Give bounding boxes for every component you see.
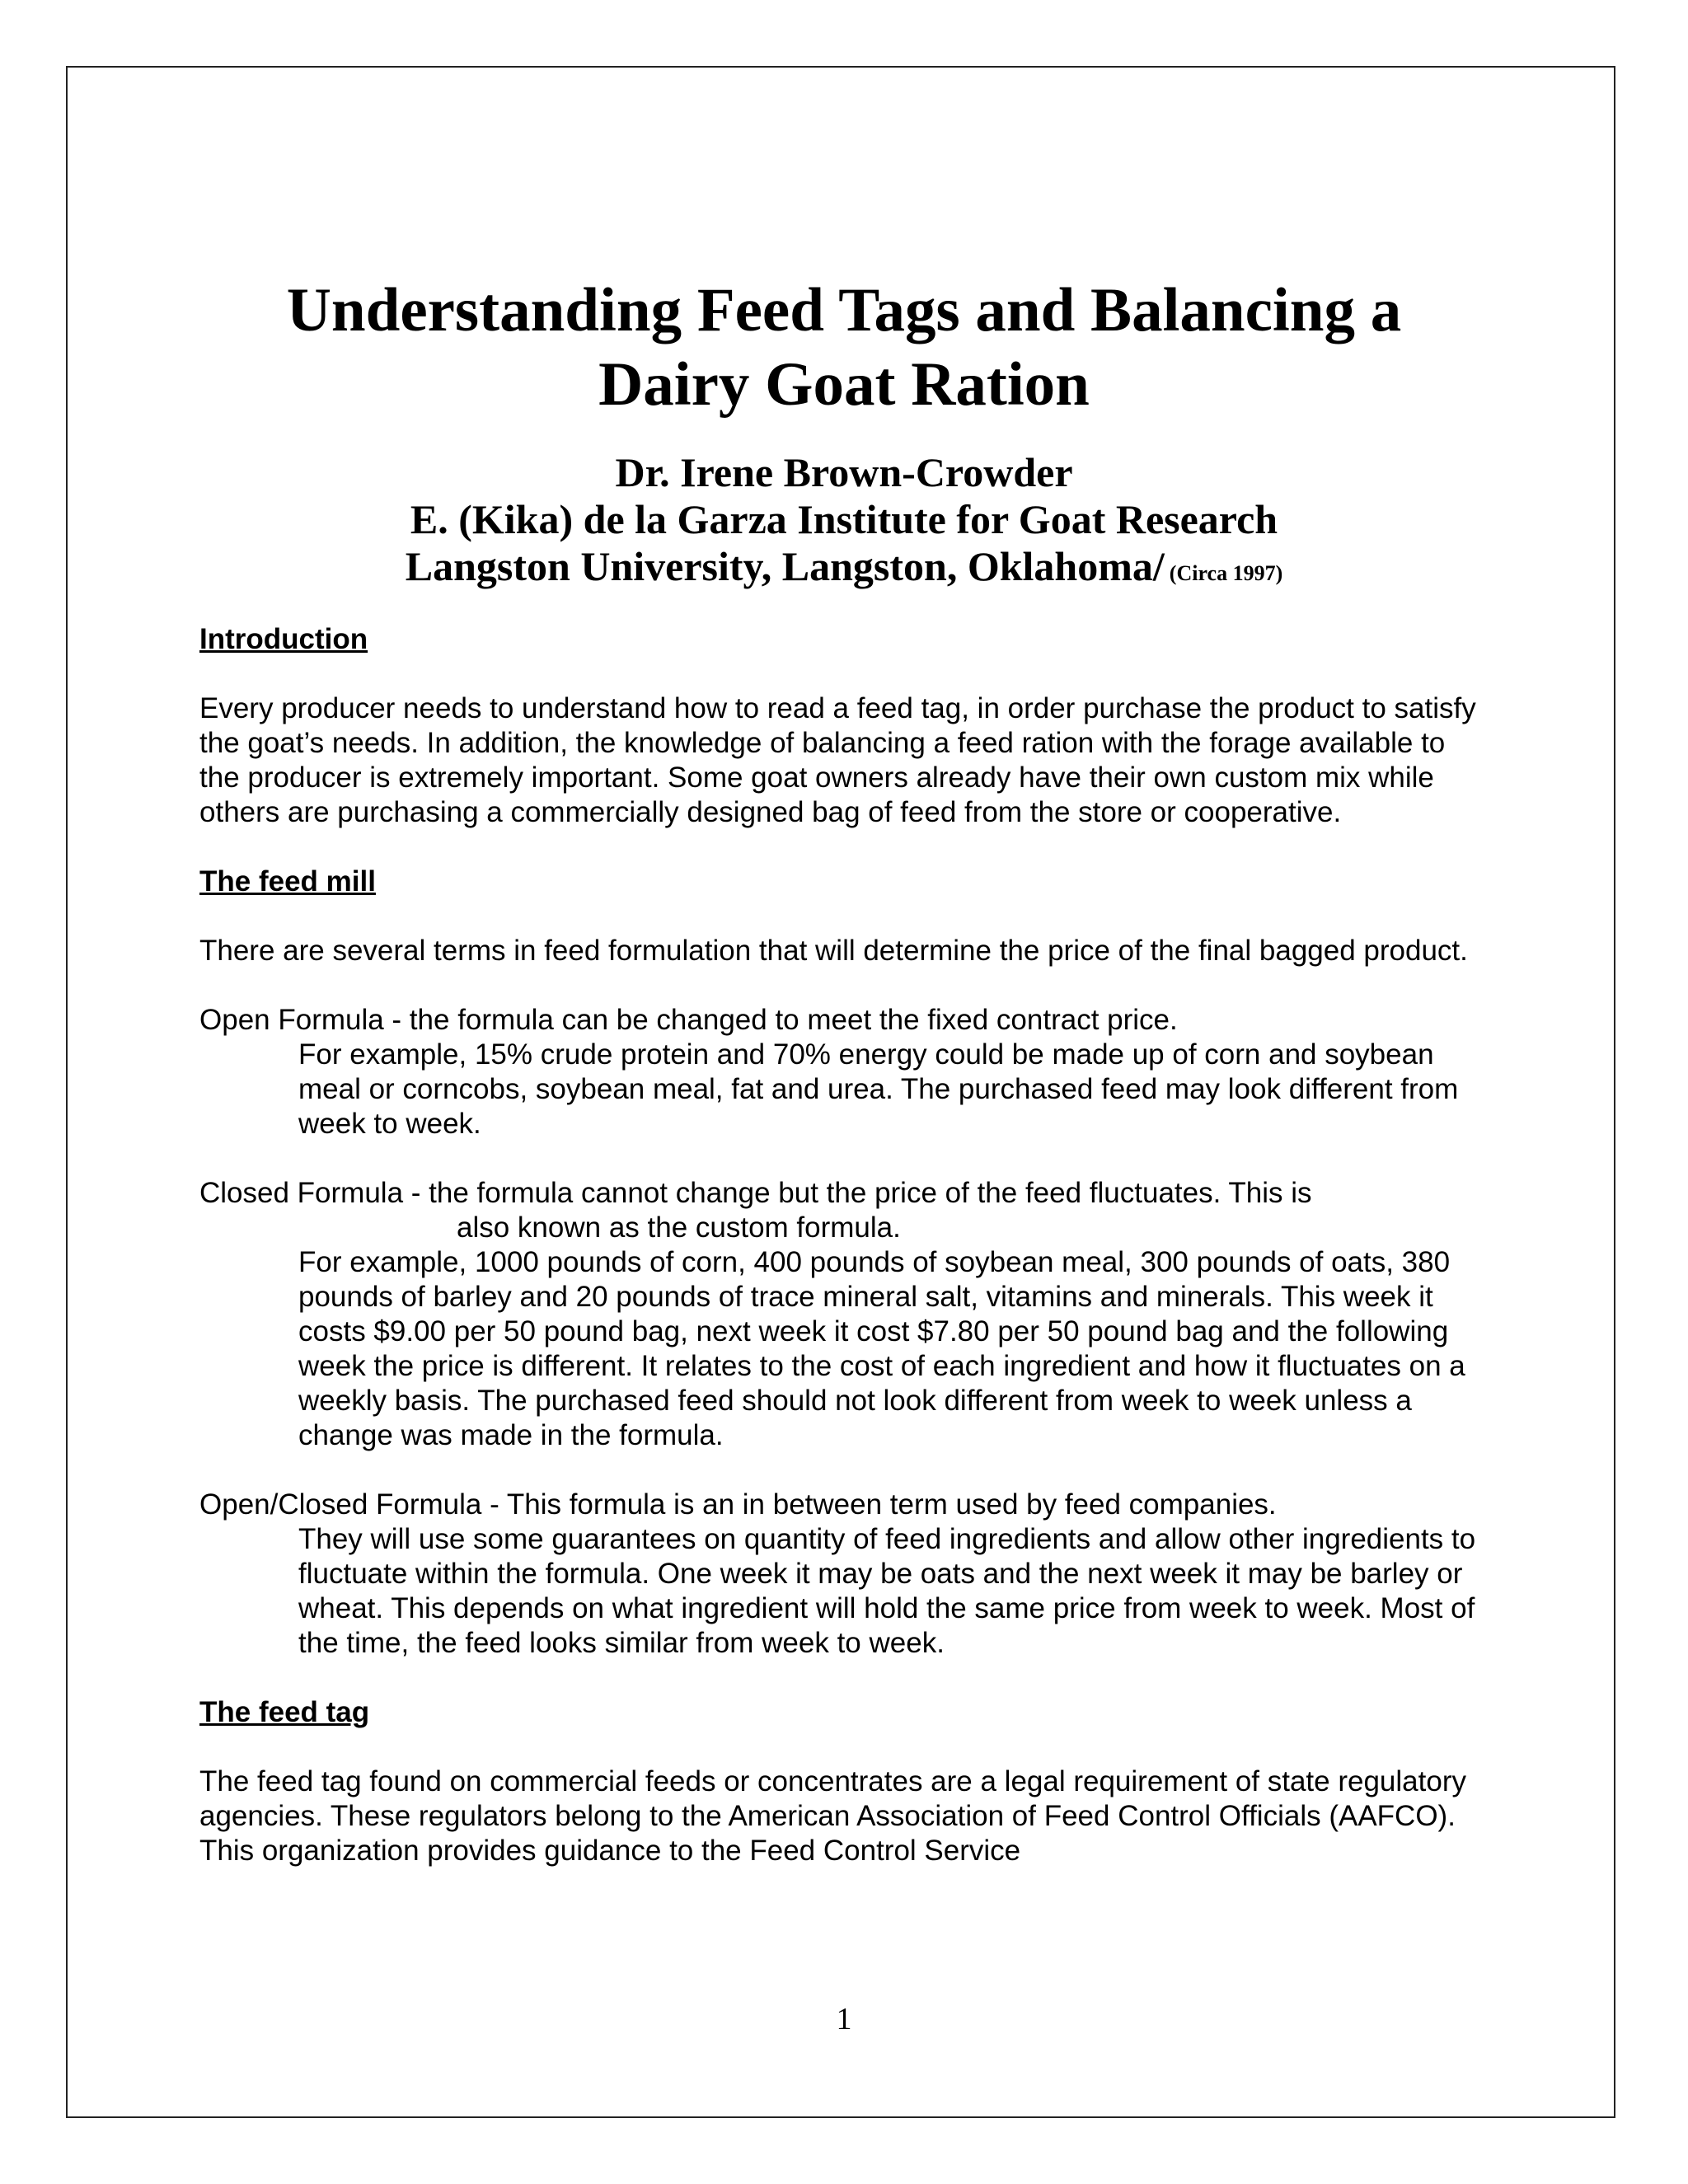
circa-note: (Circa 1997) (1169, 561, 1283, 585)
closed-formula-definition: Closed Formula - the formula cannot change but the price of the feed fluctuates. This is (199, 1177, 1312, 1209)
university-line (0, 543, 1688, 597)
feed-tag-heading: The feed tag (199, 1696, 370, 1728)
university-name: Langston University, Langston, Oklahoma/ (405, 543, 1165, 589)
closed-formula-continuation: also known as the custom formula. (457, 1212, 901, 1244)
open-formula-example: For example, 15% crude protein and 70% energy could be made up of corn and soybean meal or corncobs, soybean meal, fat and urea. The purchased feed may look different from week to week. (298, 1038, 1459, 1140)
closed-formula-example: For example, 1000 pounds of corn, 400 pounds of soybean meal, 300 pounds of oats, 380 pounds of barley and 20 pounds of trace mineral salt, vitamins and minerals. This week it costs $9.00 per 50 pound bag, next week it cost $7.80 per 50 pound bag and the following week the price is different. It relates to the cost of each ingredient and how it fluctuates on a weekly basis. The purchased feed should not look different from week to week unless a change was made in the formula. (298, 1246, 1465, 1451)
body-content (199, 622, 1485, 1868)
title-line-2: Dairy Goat Ration (598, 350, 1090, 419)
author-name: Dr. Irene Brown-Crowder (615, 449, 1073, 495)
feed-tag-paragraph: The feed tag found on commercial feeds or concentrates are a legal requirement of state regulatory agencies. These regulators belong to the American Association of Feed Control Officials (AAFCO). This organization provides guidance to the Feed Control Service (199, 1765, 1466, 1867)
open-closed-formula-example: They will use some guarantees on quantity of feed ingredients and allow other ingredients to fluctuate within the formula. One week it may be oats and the next week it may be barley or wheat. This depends on what ingredient will hold the same price from week to week. Most of the time, the feed looks similar from week to week. (298, 1523, 1476, 1659)
feed-mill-heading: The feed mill (199, 865, 376, 898)
page-number: 1 (836, 2002, 852, 2036)
institute-name: E. (Kika) de la Garza Institute for Goat Research (410, 496, 1278, 542)
title-line-1: Understanding Feed Tags and Balancing a (286, 276, 1402, 344)
author-block (0, 449, 1688, 597)
introduction-paragraph: Every producer needs to understand how to read a feed tag, in order purchase the product to satisfy the goat’s needs. In addition, the knowledge of balancing a feed ration with the forage available to the producer is extremely important. Some goat owners already have their own custom mix while others are purchasing a commercially designed bag of feed from the store or cooperative. (199, 692, 1476, 828)
feed-mill-paragraph: There are several terms in feed formulation that will determine the price of the final bagged product. (199, 935, 1468, 967)
open-closed-formula-definition: Open/Closed Formula - This formula is an in between term used by feed companies. (199, 1488, 1277, 1521)
introduction-heading: Introduction (199, 623, 368, 655)
open-formula-definition: Open Formula - the formula can be changed to meet the fixed contract price. (199, 1004, 1178, 1036)
document-title (0, 274, 1688, 422)
